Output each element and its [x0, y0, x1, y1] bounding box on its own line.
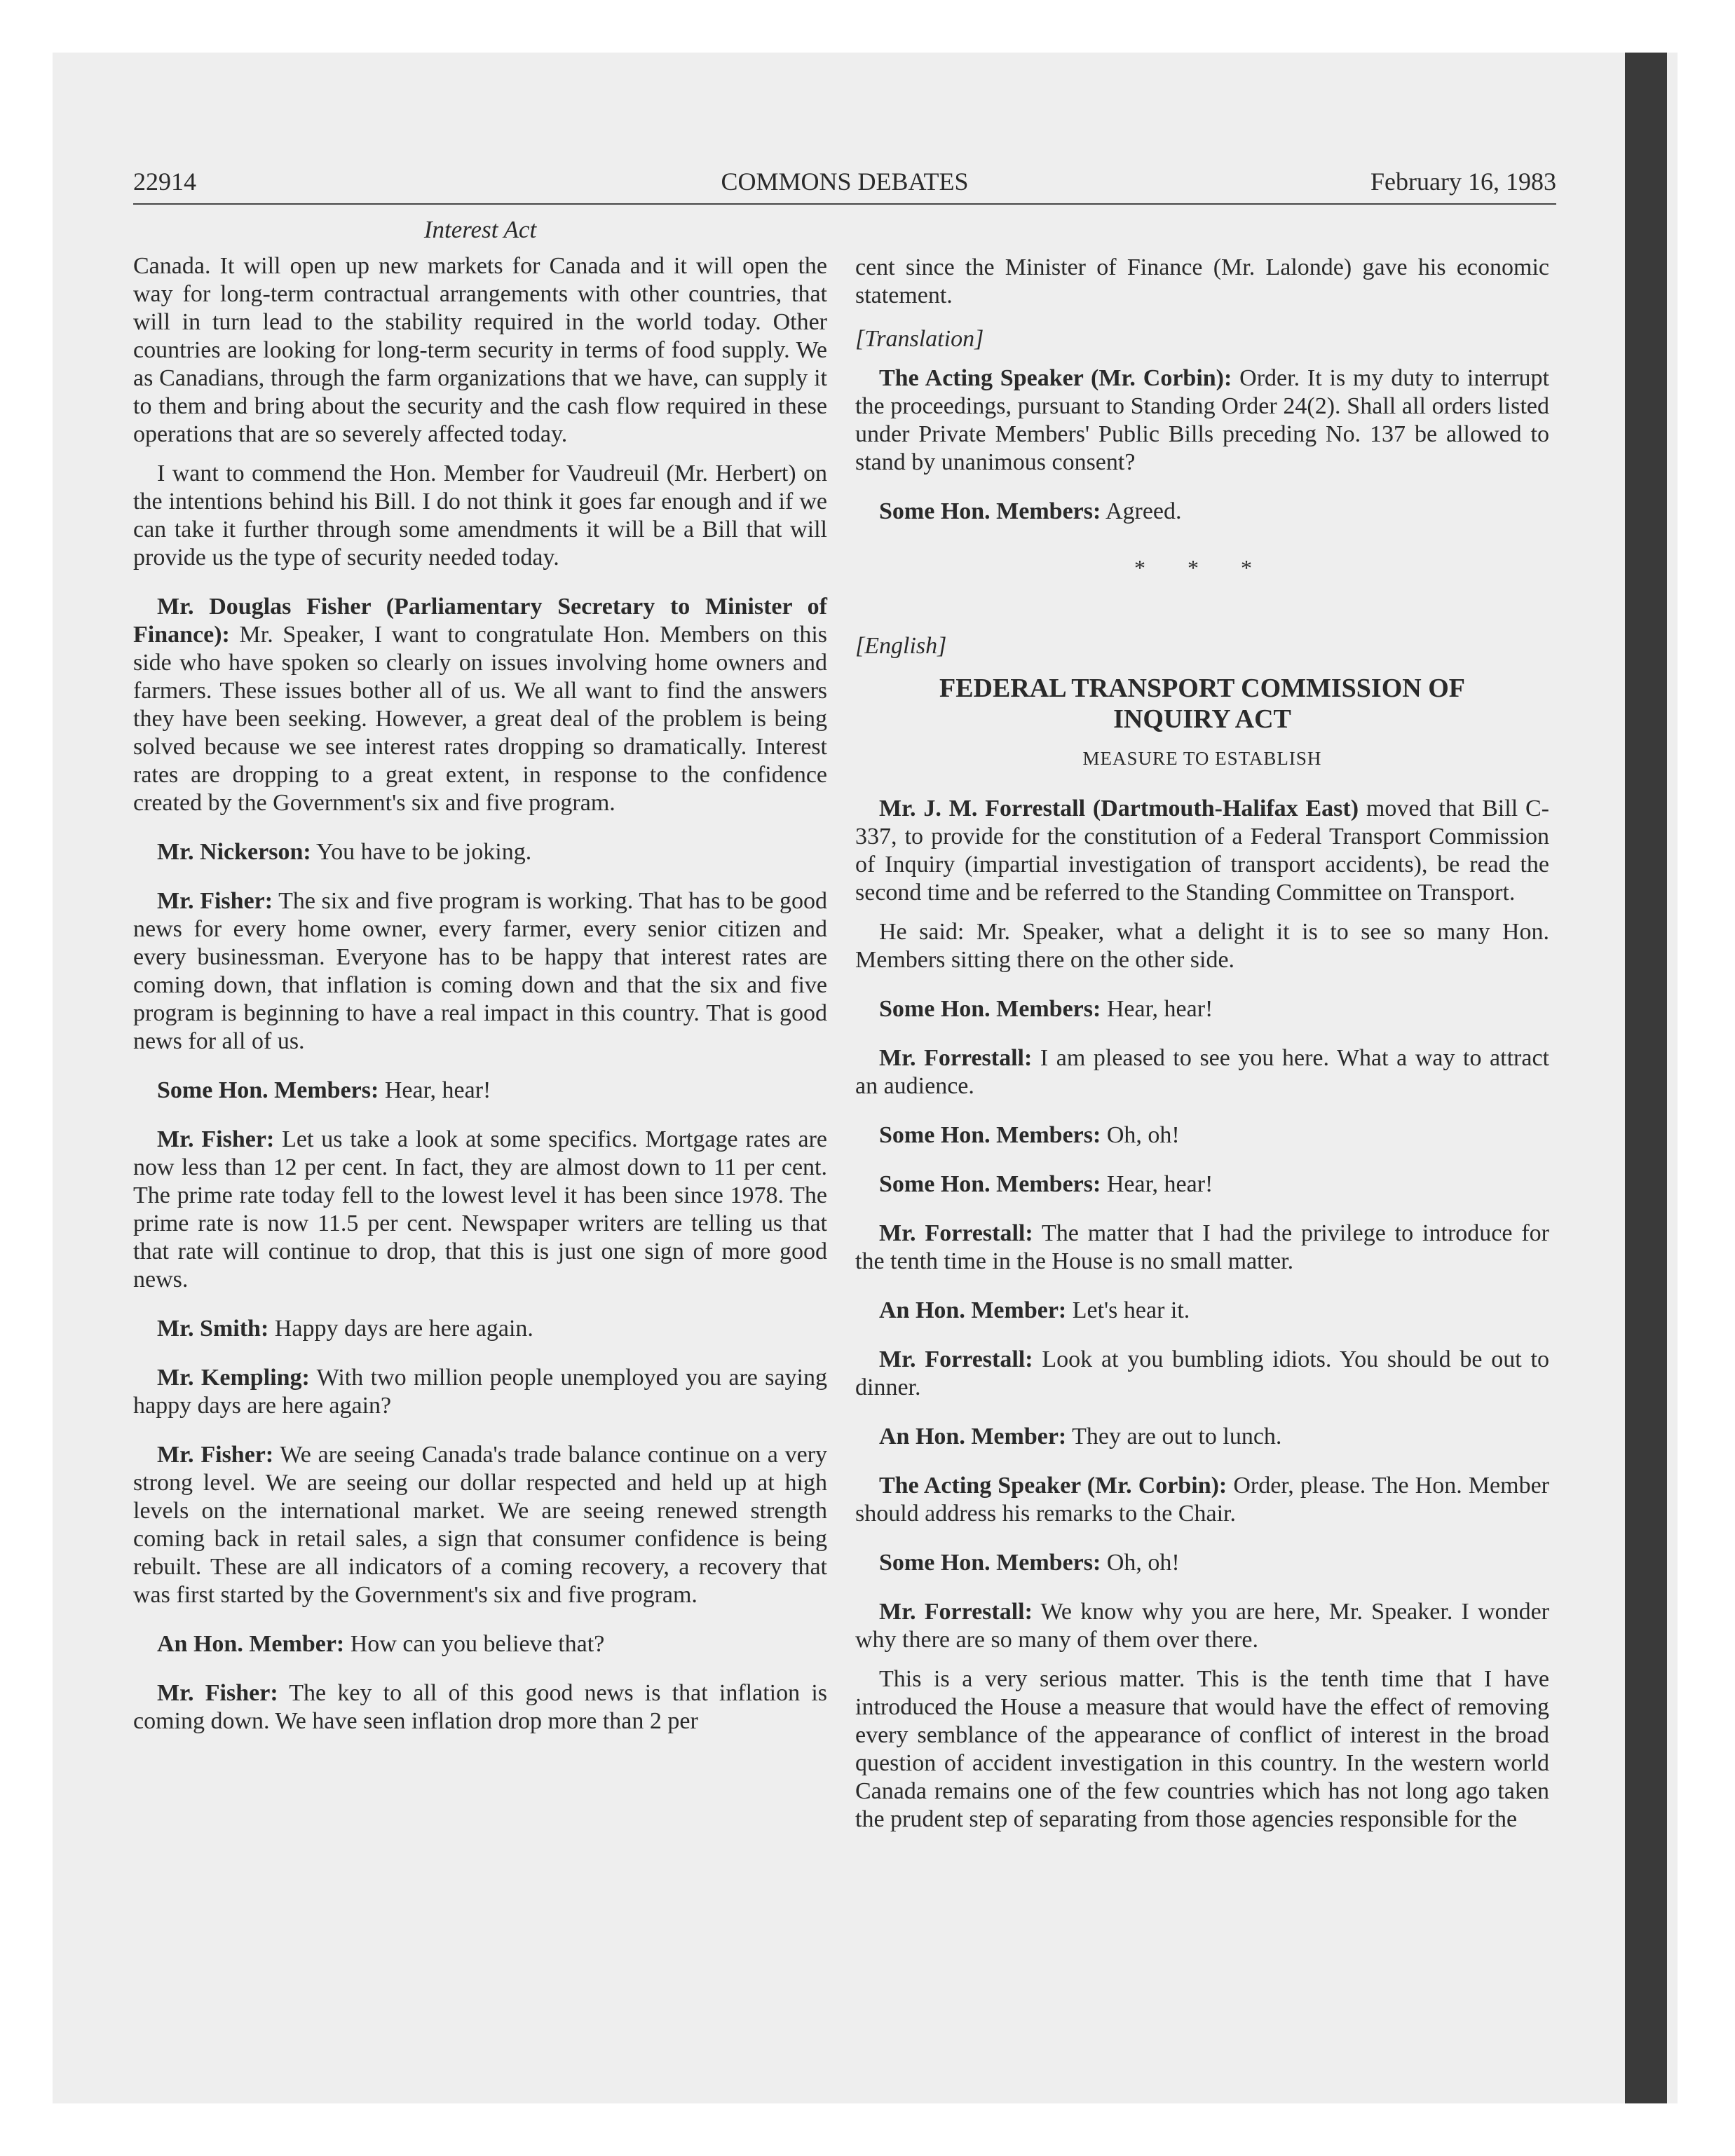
speech-text: They are out to lunch. [1066, 1424, 1282, 1449]
speaker-name: Mr. Forrestall: [879, 1599, 1033, 1625]
speaker-name: Mr. Nickerson: [157, 839, 311, 865]
speaker-name: Some Hon. Members: [157, 1077, 379, 1103]
page-header [133, 164, 1556, 205]
speech-text: Hear, hear! [1101, 1171, 1213, 1197]
speaker-name: Mr. Fisher: [157, 888, 273, 914]
speech [855, 995, 1549, 1023]
speech-text: Let us take a look at some specifics. Mortgage rates are now less than 12 per cent. In fact, they are almost down to 11 per cent. The prime rate today fell to the lowest level it has been since 1978. The prime rate is now 11.5 per cent. Newspaper writers are telling us that that rate will continue to drop, that this is just one sign of more good news. [133, 1126, 828, 1292]
speaker-name: Mr. Fisher: [157, 1126, 275, 1152]
translation-tag: [Translation] [855, 326, 984, 352]
speaker-name: Some Hon. Members: [879, 1550, 1101, 1576]
speech [855, 1549, 1549, 1577]
speaker-name: An Hon. Member: [157, 1631, 345, 1657]
section-heading: FEDERAL TRANSPORT COMMISSION OF INQUIRY ACT [939, 674, 1465, 734]
speech-text: Order, please. The Hon. Member should address his remarks to the Chair. [855, 1473, 1550, 1527]
speech-text: Agreed. [1101, 498, 1182, 524]
speech [133, 1441, 827, 1609]
section-subheading: MEASURE TO ESTABLISH [1082, 748, 1322, 769]
speech [133, 838, 827, 866]
speaker-name: Some Hon. Members: [879, 498, 1101, 524]
speech-text: The matter that I had the privilege to introduce for the tenth time in the House is no small matter. [855, 1220, 1549, 1274]
speech [855, 1346, 1549, 1402]
speaker-name: Mr. Douglas Fisher (Parliamentary Secretary to Minister of Finance): [133, 594, 827, 648]
speaker-name: Some Hon. Members: [879, 996, 1101, 1022]
speech-text: Mr. Speaker, I want to congratulate Hon. Members on this side who have spoken so clearly on issues involving home owners and farmers. These issues bother all of us. We all want to find the answers they have been seeking. However, a great deal of the problem is being solved because we see interest rates dropping so dramatically. Interest rates are dropping to a great extent, in response to the confidence created by the Government's six and five program. [133, 622, 827, 816]
speech [855, 364, 1549, 477]
speech-text: You have to be joking. [311, 839, 532, 865]
speech [855, 1472, 1549, 1528]
speech-text: Hear, hear! [379, 1077, 491, 1103]
speaker-name: Some Hon. Members: [879, 1171, 1101, 1197]
speech-text: The key to all of this good news is that inflation is coming down. We have seen inflation drop more than 2 per [133, 1680, 828, 1734]
speech [133, 1315, 827, 1343]
speech-text: Let's hear it. [1066, 1297, 1190, 1323]
running-title: Interest Act [423, 216, 537, 243]
speech-text: Look at you bumbling idiots. You should be out to dinner. [855, 1346, 1549, 1400]
speech-text: I am pleased to see you here. What a way to attract an audience. [855, 1045, 1549, 1099]
speech [133, 887, 827, 1056]
paragraph: I want to commend the Hon. Member for Vaudreuil (Mr. Herbert) on the intentions behind his Bill. I do not think it goes far enough and if we can take it further through some amendments it will be a Bill that will provide us the type of security needed today. [133, 460, 827, 571]
page-number: 22914 [133, 168, 196, 196]
paragraph: Canada. It will open up new markets for Canada and it will open the way for long-term contractual arrangements with other countries, that will in turn lead to the stability required in the world today. Other countries are looking for long-term security in terms of food supply. We as Canadians, through the farm organizations that we have, can supply it to them and bring about the security and the cash flow required in these operations that are so severely affected today. [133, 253, 827, 447]
speech [133, 1679, 827, 1735]
speaker-name: The Acting Speaker (Mr. Corbin): [879, 365, 1232, 391]
english-tag: [English] [855, 633, 947, 659]
speaker-name: An Hon. Member: [879, 1424, 1067, 1449]
speech [855, 1423, 1549, 1451]
speech-text: Order. It is my duty to interrupt the proceedings, pursuant to Standing Order 24(2). Shall all orders listed under Private Members' Public Bills preceding No. 137 be allowed to stand by unanimous consent? [855, 365, 1549, 475]
paragraph: This is a very serious matter. This is the tenth time that I have introduced the House a measure that would have the effect of removing every semblance of the appearance of conflict of interest in the broad question of accident investigation in this country. In the western world Canada remains one of the few countries which has not long ago taken the prudent step of separating from those agencies responsible for the [855, 1666, 1549, 1832]
scan-edge-bar [1625, 53, 1667, 2103]
speaker-name: Mr. Fisher: [157, 1680, 278, 1706]
speaker-name: The Acting Speaker (Mr. Corbin): [879, 1473, 1227, 1499]
speaker-name: Mr. Fisher: [157, 1442, 274, 1468]
speech [855, 498, 1549, 526]
speech [855, 1171, 1549, 1199]
speech [855, 1598, 1549, 1654]
speaker-name: Mr. Forrestall: [879, 1346, 1033, 1372]
speech [855, 1220, 1549, 1276]
right-column [855, 254, 1549, 1845]
speech [855, 795, 1549, 907]
speech [133, 1077, 827, 1105]
speech-text: We are seeing Canada's trade balance continue on a very strong level. We are seeing our dollar respected and held up at high levels on the international market. We are seeing renewed strength coming back in retail sales, a sign that consumer confidence is being rebuilt. These are all indicators of a coming recovery, a recovery that was first started by the Government's six and five program. [133, 1442, 827, 1608]
speech [133, 1126, 827, 1294]
left-column [133, 252, 827, 1747]
speech-text: Oh, oh! [1101, 1550, 1180, 1576]
publication-title: COMMONS DEBATES [721, 168, 969, 196]
speech [133, 1364, 827, 1420]
speech-text: The six and five program is working. That has to be good news for every home owner, every farmer, every senior citizen and every businessman. Everyone has to be happy that interest rates are coming down, that inflation is coming down and that the six and five program is beginning to have a real impact in this country. That is good news for all of us. [133, 888, 828, 1054]
page-date: February 16, 1983 [1370, 168, 1556, 196]
speech [855, 1297, 1549, 1325]
speech-text: Hear, hear! [1101, 996, 1213, 1022]
speech-text: Happy days are here again. [268, 1316, 533, 1342]
speaker-name: Mr. Kempling: [157, 1365, 310, 1391]
paragraph: He said: Mr. Speaker, what a delight it is to see so many Hon. Members sitting there on the other side. [855, 919, 1549, 973]
speech [855, 1044, 1549, 1100]
speech [133, 1630, 827, 1658]
speech [855, 1121, 1549, 1149]
speech-text: With two million people unemployed you are saying happy days are here again? [133, 1365, 828, 1419]
speaker-name: Mr. Smith: [157, 1316, 269, 1342]
speaker-name: Mr. J. M. Forrestall (Dartmouth-Halifax East) [879, 796, 1359, 821]
speech-text: How can you believe that? [344, 1631, 605, 1657]
section-separator: * * * [1134, 555, 1270, 580]
speaker-name: An Hon. Member: [879, 1297, 1067, 1323]
paragraph: cent since the Minister of Finance (Mr. Lalonde) gave his economic statement. [855, 254, 1549, 308]
speaker-name: Mr. Forrestall: [879, 1045, 1033, 1071]
speech-text: We know why you are here, Mr. Speaker. I wonder why there are so many of them over there. [855, 1599, 1549, 1653]
speech [133, 593, 827, 817]
speech-text: moved that Bill C-337, to provide for the constitution of a Federal Transport Commission of Inquiry (impartial investigation of transport accidents), be read the second time and be referred to the Standing Committee on Transport. [855, 796, 1549, 906]
speaker-name: Mr. Forrestall: [879, 1220, 1033, 1246]
speech-text: Oh, oh! [1101, 1122, 1180, 1148]
speaker-name: Some Hon. Members: [879, 1122, 1101, 1148]
